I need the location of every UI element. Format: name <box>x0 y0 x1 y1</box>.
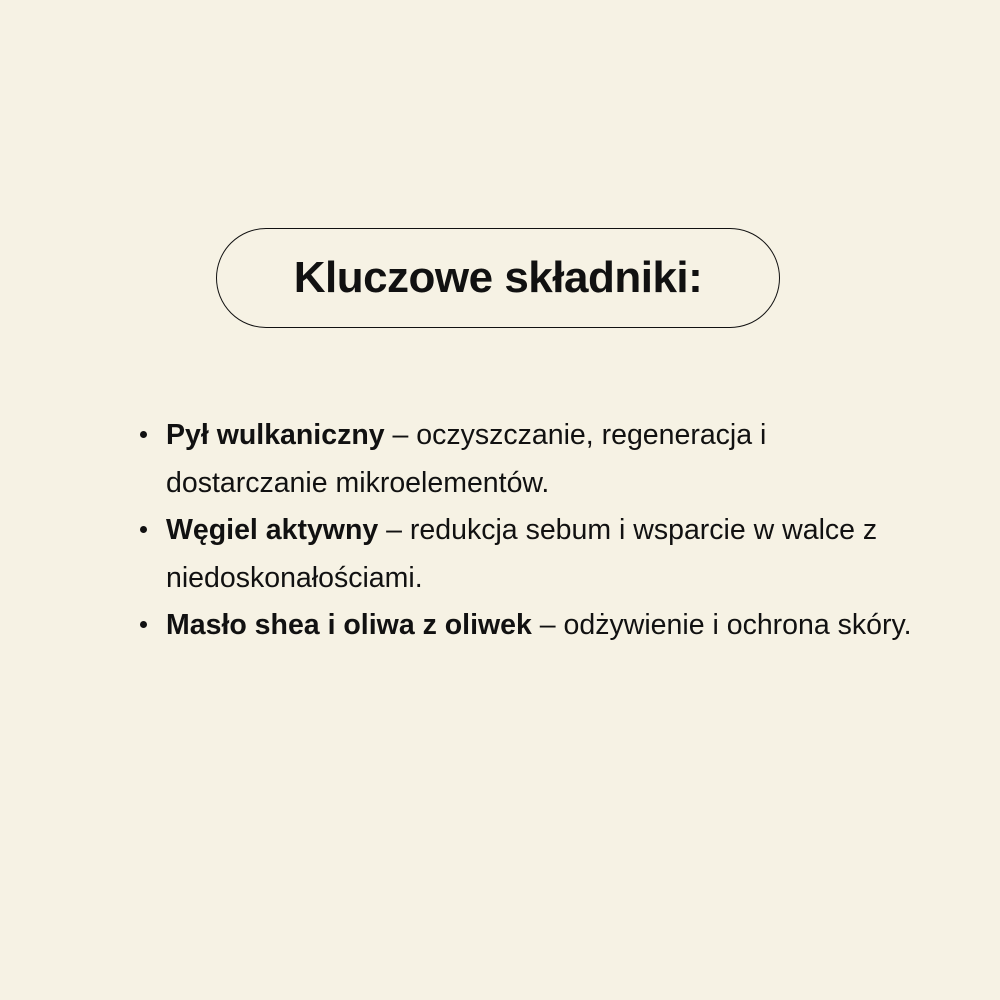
ingredient-term: Masło shea i oliwa z oliwek <box>166 609 532 641</box>
bullet-icon <box>140 526 147 533</box>
ingredient-term: Pył wulkaniczny <box>166 419 385 451</box>
ingredient-term: Węgiel aktywny <box>166 514 379 546</box>
bullet-icon <box>140 431 147 438</box>
ingredient-description: – redukcja sebum i wsparcie w walce z niedoskonałościami. <box>166 514 878 594</box>
bullet-icon <box>140 621 147 628</box>
page-title: Kluczowe składniki: <box>293 253 703 302</box>
list-item <box>138 412 918 507</box>
ingredient-description: – odżywienie i ochrona skóry. <box>531 609 912 641</box>
title-pill <box>216 228 780 328</box>
list-item <box>138 602 918 650</box>
ingredient-description: – oczyszczanie, regeneracja i dostarczanie mikroelementów. <box>166 419 767 499</box>
ingredients-list <box>138 412 918 650</box>
list-item <box>138 507 918 602</box>
